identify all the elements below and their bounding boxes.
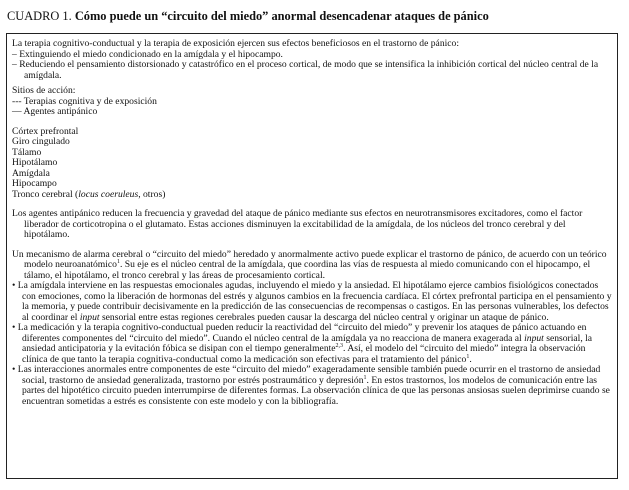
antipanic-agents-paragraph: Los agentes antipánico reducen la frecuencia y gravedad del ataque de pánico mediante sus efectos en neurotransmisores excitadores, como el factor liberador de corticotropina o el glutamato. Estas acciones disminuyen la excitabilidad de la amígdala, de los núcleos del tronco cerebral y del hipotálamo. bbox=[12, 208, 583, 240]
region-thalamus: Tálamo bbox=[12, 146, 42, 158]
table-content bbox=[12, 39, 612, 407]
table-number: CUADRO 1. bbox=[7, 9, 72, 23]
therapy-item: – Extinguiendo el miedo condicionado en la amígdala y el hipocampo. bbox=[12, 48, 283, 60]
therapy-intro: La terapia cognitivo-conductual y la terapia de exposición ejercen sus efectos beneficiosos en el trastorno de pánico: bbox=[12, 38, 459, 49]
therapy-item: – Reduciendo el pensamiento distorsionado y catastrófico en el proceso cortical, de modo que se intensifica la inhibición cortical del núcleo central de la amígdala. bbox=[12, 59, 599, 81]
table-box bbox=[6, 33, 618, 479]
table-title bbox=[7, 8, 622, 24]
region-prefrontal-cortex: Córtex prefrontal bbox=[12, 125, 79, 137]
region-brainstem: Tronco cerebral (locus coeruleus, otros) bbox=[12, 188, 166, 200]
sites-heading: Sitios de acción: bbox=[12, 85, 76, 96]
bullet-amygdala: • La amígdala interviene en las respuestas emocionales agudas, incluyendo el miedo y la ansiedad. El hipotálamo ejerce cambios fisiológicos conectados con emociones, como la liberación de hormonas del estrés y algunos cambios en la frecuencia cardíaca. El córtex prefrontal participa en el pensamiento y la memoria, y puede contribuir decisivamente en la predicción de las consecuencias de recompensas o castigos. En las personas vulnerables, los defectos al coordinar el input sensorial entre estas regiones cerebrales pueden causar la descarga del núcleo central y originar un ataque de pánico. bbox=[12, 280, 612, 323]
region-hypothalamus: Hipotálamo bbox=[12, 157, 58, 168]
legend-cognitive: --- Terapias cognitiva y de exposición bbox=[12, 95, 157, 107]
legend-antipanic: — Agentes antipánico bbox=[12, 106, 98, 117]
mechanism-paragraph: Un mecanismo de alarma cerebral o “circuito del miedo” heredado y anormalmente activo puede explicar el trastorno de pánico, de acuerdo con un teórico modelo neuroanatómico$^1$. Su eje es el núcleo central de la amígdala, que coordina las vías de respuesta al miedo comunicando con el hipocampo, el tálamo, el hipotálamo, el tronco cerebral y las áreas de procesamiento cortical. bbox=[12, 248, 607, 281]
table-heading: Cómo puede un “circuito del miedo” anormal desencadenar ataques de pánico bbox=[74, 9, 489, 23]
bullet-medication: • La medicación y la terapia cognitivo-conductual pueden reducir la reactividad del “circuito del miedo” y prevenir los ataques de pánico actuando en diferentes componentes del “circuito del miedo”. Cuando el núcleo central de la amígdala ya no reacciona de manera exagerada al input sensorial, la ansiedad anticipatoria y la evitación fóbica se disipan con el tiempo generalmente$^{2,3}$. Así, el modelo del “circuito del miedo” integra la observación clínica de que tanto la terapia cognitiva-conductual como la medicación son efectivas para el tratamiento del pánico$^1$. bbox=[12, 322, 593, 365]
region-hippocampus: Hipocampo bbox=[12, 178, 57, 189]
region-cingulate-gyrus: Giro cingulado bbox=[12, 136, 70, 147]
region-amygdala: Amígdala bbox=[12, 167, 50, 179]
bullet-interactions: • Las interacciones anormales entre componentes de este “circuito del miedo” exageradamente sensible también puede ocurrir en el trastorno de ansiedad social, trastorno de ansiedad generalizada, trastorno por estrés postraumático y depresión$^1$. En estos trastornos, los modelos de comunicación entre las partes del hipotético circuito pueden interrumpirse de diferentes formas. La observación clínica de que las personas ansiosas suelen deprimirse cuando se encuentran sometidas a estrés es consistente con este modelo y con la bibliografía. bbox=[12, 364, 610, 407]
